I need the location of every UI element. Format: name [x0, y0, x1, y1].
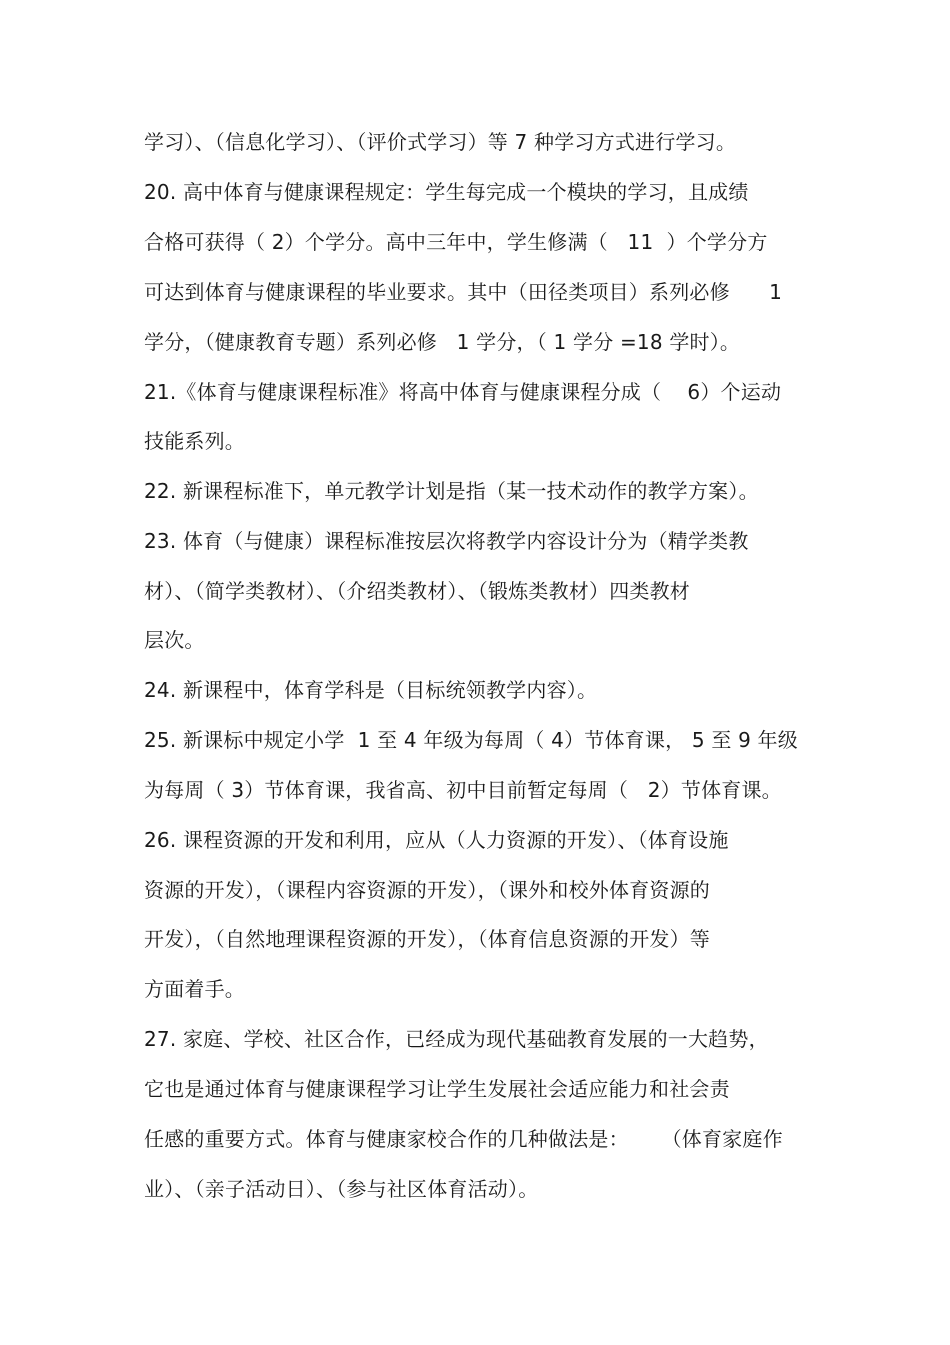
text-line: 技能系列。: [144, 429, 245, 453]
text-line: 业）、（亲子活动日）、（参与社区体育活动）。: [144, 1177, 539, 1201]
text-line: 24. 新课程中，体育学科是（目标统领教学内容）。: [144, 678, 598, 702]
text-line: 20. 高中体育与健康课程规定：学生每完成一个模块的学习，且成绩: [144, 180, 749, 204]
text-line: 可达到体育与健康课程的毕业要求。其中（田径类项目）系列必修 1: [144, 280, 783, 304]
text-line: 开发），（自然地理课程资源的开发），（体育信息资源的开发）等: [144, 927, 710, 951]
text-line: 27. 家庭、学校、社区合作，已经成为现代基础教育发展的一大趋势，: [144, 1027, 769, 1051]
text-line: 22. 新课程标准下，单元教学计划是指（某一技术动作的教学方案）。: [144, 479, 759, 503]
text-line: 资源的开发），（课程内容资源的开发），（课外和校外体育资源的: [144, 878, 710, 902]
text-line: 学习）、（信息化学习）、（评价式学习）等 7 种学习方式进行学习。: [144, 130, 737, 154]
text-line: 为每周（ 3）节体育课，我省高、初中目前暂定每周（ 2）节体育课。: [144, 778, 782, 802]
text-line: 任感的重要方式。体育与健康家校合作的几种做法是： （体育家庭作: [144, 1127, 783, 1151]
text-line: 材）、（简学类教材）、（介绍类教材）、（锻炼类教材）四类教材: [144, 579, 690, 603]
text-line: 层次。: [144, 628, 205, 652]
text-line: 25. 新课标中规定小学 1 至 4 年级为每周（ 4）节体育课， 5 至 9 年级: [144, 728, 798, 752]
text-line: 方面着手。: [144, 977, 245, 1001]
text-line: 合格可获得（ 2）个学分。高中三年中，学生修满（ 11 ）个学分方: [144, 230, 768, 254]
text-line: 学分，（健康教育专题）系列必修 1 学分，（ 1 学分 =18 学时）。: [144, 330, 741, 354]
text-line: 23. 体育（与健康）课程标准按层次将教学内容设计分为（精学类教: [144, 529, 749, 553]
text-line: 它也是通过体育与健康课程学习让学生发展社会适应能力和社会责: [144, 1077, 730, 1101]
text-line: 21.《体育与健康课程标准》将高中体育与健康课程分成（ 6）个运动: [144, 380, 782, 404]
text-line: 26. 课程资源的开发和利用，应从（人力资源的开发）、（体育设施: [144, 828, 729, 852]
